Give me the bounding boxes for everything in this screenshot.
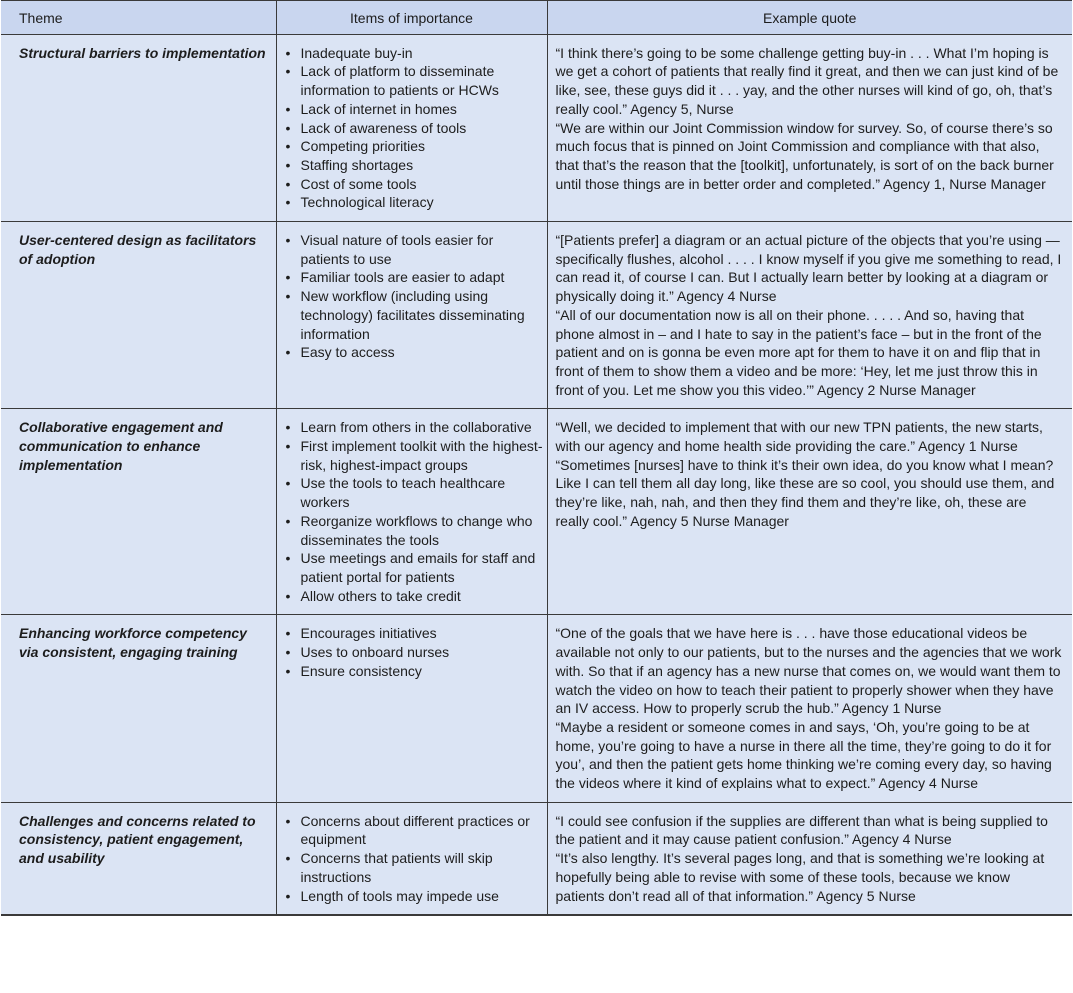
themes-table xyxy=(1,0,1072,916)
list-item: • Easy to access xyxy=(285,343,543,362)
quote-paragraph: “[Patients prefer] a diagram or an actual picture of the objects that you’re using — specifically flushes, alcohol . . . . I know myself if you give me something to read, I can read it, of course I can. But I actually learn better by looking at a diagram or physically doing it.” Agency 4 Nurse xyxy=(555,232,1062,305)
items-cell xyxy=(276,34,547,221)
table-body xyxy=(1,34,1072,915)
quote-cell xyxy=(547,615,1072,802)
items-list xyxy=(285,624,543,680)
list-item: • Lack of platform to disseminate information to patients or HCWs xyxy=(285,62,543,99)
items-cell xyxy=(276,222,547,409)
list-item: • Cost of some tools xyxy=(285,175,543,194)
list-item: • Visual nature of tools easier for patients to use xyxy=(285,231,543,268)
list-item: • New workflow (including using technology) facilitates disseminating information xyxy=(285,287,543,343)
list-item: • Concerns about different practices or equipment xyxy=(285,812,543,849)
quote-paragraph: “Sometimes [nurses] have to think it’s their own idea, do you know what I mean? Like I can tell them all day long, like these are so cool, you should use them, and they’re like, nah, nah, and then they find them and they’re like, oh, these are really cool.” Agency 5 Nurse Manager xyxy=(555,456,1055,529)
list-item: • Lack of internet in homes xyxy=(285,100,543,119)
list-item: • Allow others to take credit xyxy=(285,587,543,606)
header-quote: Example quote xyxy=(547,1,1072,35)
quote-cell xyxy=(547,34,1072,221)
list-item: • Staffing shortages xyxy=(285,156,543,175)
theme-cell: Enhancing workforce competency via consistent, engaging training xyxy=(1,615,276,802)
quote-cell xyxy=(547,802,1072,915)
list-item: • Reorganize workflows to change who disseminates the tools xyxy=(285,512,543,549)
list-item: • Lack of awareness of tools xyxy=(285,119,543,138)
list-item: • Learn from others in the collaborative xyxy=(285,418,543,437)
items-cell xyxy=(276,409,547,615)
table-header xyxy=(1,1,1072,35)
quote-paragraph: “All of our documentation now is all on their phone. . . . . And so, having that phone almost in – and I hate to say in the patient’s face – but in the front of the patient and on is gonna be even more apt for them to have it on and flip that in front of them to show them a video and be more: ‘Hey, let me just throw this in front of you. Let me show you this video.’” Agency 2 Nurse Manager xyxy=(555,306,1042,398)
table-row xyxy=(1,34,1072,221)
quote-cell xyxy=(547,222,1072,409)
list-item: • Familiar tools are easier to adapt xyxy=(285,268,543,287)
table-row xyxy=(1,409,1072,615)
items-cell xyxy=(276,802,547,915)
quote-paragraph: “One of the goals that we have here is . . . have those educational videos be available not only to our patients, but to the nurses and the agencies that we work with. So that if an agency has a new nurse that comes on, we would want them to watch the video on how to teach their patient to properly shower when they have an IV access. How to properly scrub the hub.” Agency 1 Nurse xyxy=(555,625,1062,717)
header-items: Items of importance xyxy=(276,1,547,35)
list-item: • Encourages initiatives xyxy=(285,624,543,643)
quote-paragraph: “Maybe a resident or someone comes in and says, ‘Oh, you’re going to be at home, you’re going to have a nurse in there all the time, they’re going to do it for you’, and then the patient gets home thinking we’re coming every day, so having the videos where it kind of explains what to expect.” Agency 4 Nurse xyxy=(555,718,1052,792)
quote-cell xyxy=(547,409,1072,615)
quote-paragraph: “I could see confusion if the supplies are different than what is being supplied to the patient and it may cause patient confusion.” Agency 4 Nurse xyxy=(555,812,1048,848)
table-row xyxy=(1,802,1072,915)
theme-cell: Challenges and concerns related to consistency, patient engagement, and usability xyxy=(1,802,276,915)
table-row xyxy=(1,222,1072,409)
list-item: • Use the tools to teach healthcare workers xyxy=(285,474,543,511)
list-item: • Length of tools may impede use xyxy=(285,887,543,906)
list-item: • Concerns that patients will skip instructions xyxy=(285,849,543,886)
theme-cell: Structural barriers to implementation xyxy=(1,34,276,221)
items-list xyxy=(285,231,543,362)
quote-paragraph: “I think there’s going to be some challenge getting buy-in . . . What I’m hoping is we get a cohort of patients that really find it great, and then we can just kind of be like, see, these guys did it . . . yay, and the other nurses will kind of go, oh, that’s really cool.” Agency 5, Nurse xyxy=(555,44,1059,117)
list-item: • First implement toolkit with the highest-risk, highest-impact groups xyxy=(285,437,543,474)
list-item: • Uses to onboard nurses xyxy=(285,643,543,662)
list-item: • Competing priorities xyxy=(285,137,543,156)
theme-cell: User-centered design as facilitators of adoption xyxy=(1,222,276,409)
items-list xyxy=(285,418,543,605)
quote-paragraph: “We are within our Joint Commission window for survey. So, of course there’s so much focus that is pinned on Joint Commission and compliance with that also, that that’s the reason that the [toolkit], unfortunately, is sort of on the back burner until those things are in better order and completed.” Agency 1, Nurse Manager xyxy=(555,119,1054,192)
table-row xyxy=(1,615,1072,802)
quote-paragraph: “It’s also lengthy. It’s several pages long, and that is something we’re looking at hopefully being able to revise with some of these tools, because we know patients don’t read all of that information.” Agency 5 Nurse xyxy=(555,850,1045,904)
list-item: • Ensure consistency xyxy=(285,662,543,681)
header-theme: Theme xyxy=(1,1,276,35)
list-item: • Technological literacy xyxy=(285,193,543,212)
items-list xyxy=(285,812,543,906)
header-row xyxy=(1,1,1072,35)
theme-cell: Collaborative engagement and communication to enhance implementation xyxy=(1,409,276,615)
items-cell xyxy=(276,615,547,802)
list-item: • Use meetings and emails for staff and patient portal for patients xyxy=(285,549,543,586)
quote-paragraph: “Well, we decided to implement that with our new TPN patients, the new starts, with our agency and home health side providing the care.” Agency 1 Nurse xyxy=(555,419,1043,455)
list-item: • Inadequate buy-in xyxy=(285,44,543,63)
items-list xyxy=(285,44,543,212)
